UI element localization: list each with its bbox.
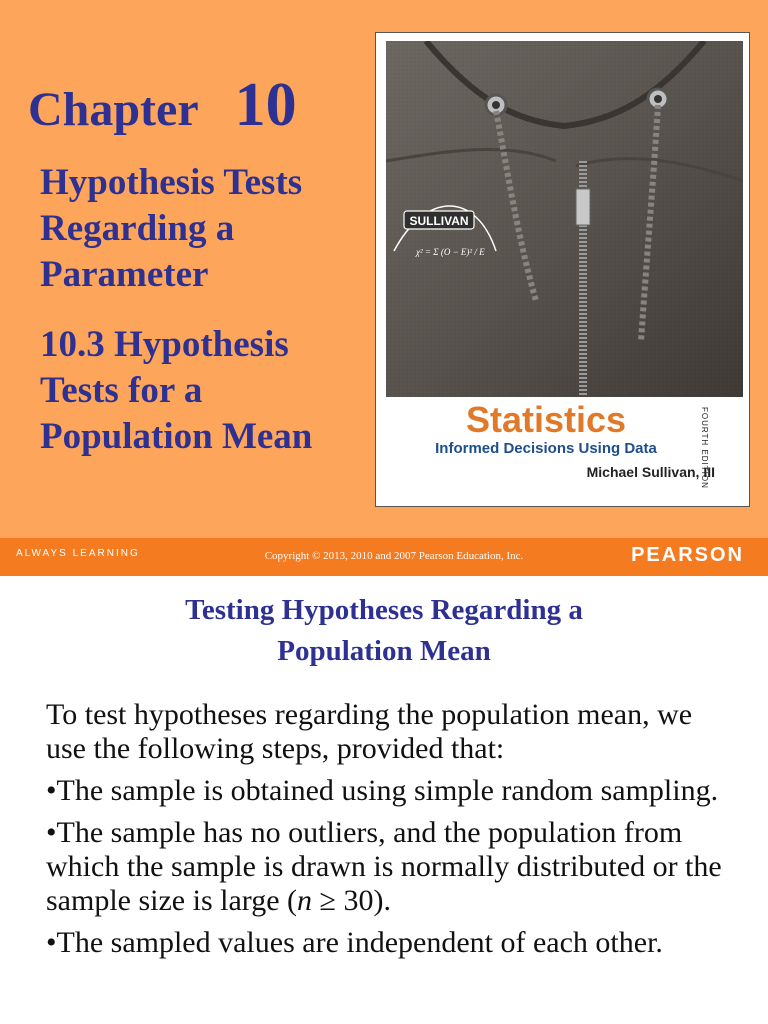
book-subtitle: Informed Decisions Using Data: [435, 440, 657, 457]
book-edition: FOURTH EDITION: [700, 407, 709, 489]
sample-size-variable: n: [297, 884, 313, 917]
section-title: 10.3 Hypothesis Tests for a Population Mean: [40, 324, 313, 457]
content-slide: [0, 576, 768, 1024]
bullet-normality-text: •The sample has no outliers, and the population from which the sample is drawn is normally distributed or the sample size is large (: [46, 816, 722, 917]
bullet-normality-end: ≥ 30).: [312, 884, 391, 917]
always-learning-tagline: ALWAYS LEARNING: [16, 548, 140, 559]
chapter-title: Hypothesis Tests Regarding a Parameter: [40, 162, 303, 295]
bullet-normality: [46, 816, 726, 918]
chapter-number: 10: [234, 71, 297, 139]
book-title: Statistics: [465, 399, 627, 440]
chapter-word: Chapter: [28, 83, 199, 136]
chapter-heading: [28, 70, 297, 141]
svg-text:χ² = Σ (O − E)² / E: χ² = Σ (O − E)² / E: [416, 247, 485, 257]
bullet-independence: •The sampled values are independent of each other.: [46, 926, 663, 959]
pearson-logo: PEARSON: [631, 544, 744, 566]
bullet-simple-random: •The sample is obtained using simple random sampling.: [46, 774, 719, 807]
sullivan-badge: SULLIVAN: [409, 214, 469, 228]
slide-title-line2: Population Mean: [277, 635, 491, 667]
hoodie-photo: [386, 41, 743, 397]
pearson-footer: [0, 538, 768, 576]
intro-paragraph: To test hypotheses regarding the population mean, we use the following steps, provided that:: [46, 698, 693, 765]
book-cover: [375, 32, 750, 507]
book-author: Michael Sullivan, III: [586, 464, 715, 480]
slide-title-line1: Testing Hypotheses Regarding a: [185, 594, 583, 626]
copyright-text: Copyright © 2013, 2010 and 2007 Pearson Education, Inc.: [264, 550, 524, 562]
slide-body: [46, 698, 726, 968]
slide-title: [0, 590, 768, 672]
